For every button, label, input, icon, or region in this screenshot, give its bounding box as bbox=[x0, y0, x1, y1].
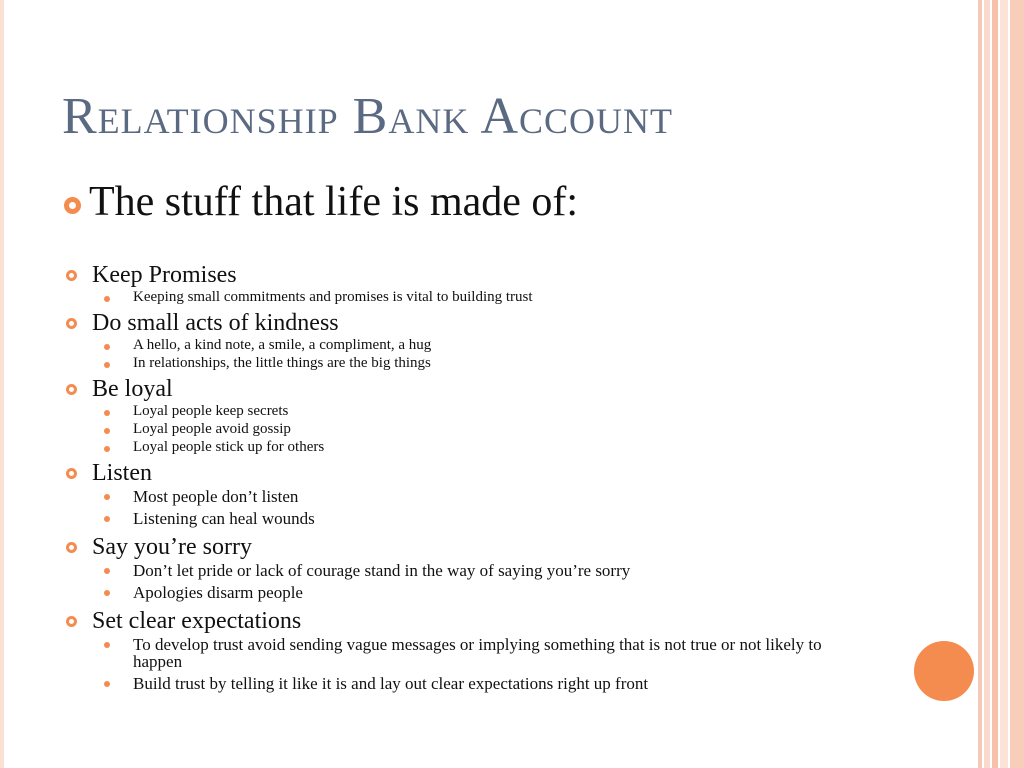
list-item-text: Don’t let pride or lack of courage stand in the way of saying you’re sorry bbox=[133, 561, 631, 580]
section-heading-text: Be loyal bbox=[92, 375, 173, 402]
dot-bullet-icon bbox=[104, 446, 110, 452]
list-item-text: To develop trust avoid sending vague messages or implying something that is not true or not likely to happen bbox=[133, 635, 822, 671]
dot-bullet-icon bbox=[104, 516, 110, 522]
list-item bbox=[104, 338, 944, 353]
dot-bullet-icon bbox=[104, 296, 110, 302]
list-item bbox=[104, 675, 944, 692]
section-heading bbox=[64, 308, 944, 338]
section-heading-text: Keep Promises bbox=[92, 261, 237, 288]
right-stripe bbox=[984, 0, 990, 768]
bullet-list bbox=[64, 260, 944, 697]
list-item bbox=[104, 422, 944, 437]
dot-bullet-icon bbox=[104, 362, 110, 368]
left-decorative-rule bbox=[0, 0, 4, 768]
dot-bullet-icon bbox=[104, 681, 110, 687]
list-item bbox=[104, 290, 944, 305]
dot-bullet-icon bbox=[104, 428, 110, 434]
ring-bullet-icon bbox=[66, 616, 77, 627]
list-item-text: Loyal people stick up for others bbox=[133, 439, 325, 455]
list-item-text: Listening can heal wounds bbox=[133, 509, 315, 528]
ring-bullet-icon bbox=[66, 384, 77, 395]
section-heading bbox=[64, 532, 944, 562]
right-stripe bbox=[978, 0, 982, 768]
list-item-text: In relationships, the little things are the big things bbox=[133, 355, 431, 371]
ring-bullet-icon bbox=[66, 270, 77, 281]
section-heading-text: Do small acts of kindness bbox=[92, 309, 339, 336]
list-item-text: Most people don’t listen bbox=[133, 487, 299, 506]
ring-bullet-icon bbox=[66, 542, 77, 553]
right-stripe bbox=[1000, 0, 1008, 768]
list-item bbox=[104, 404, 944, 419]
ring-bullet-icon bbox=[64, 197, 81, 214]
section-heading bbox=[64, 374, 944, 404]
section-heading bbox=[64, 458, 944, 488]
ring-bullet-icon bbox=[66, 318, 77, 329]
dot-bullet-icon bbox=[104, 344, 110, 350]
list-item bbox=[104, 636, 944, 670]
section-heading-text: Listen bbox=[92, 459, 152, 486]
list-item-text: Build trust by telling it like it is and lay out clear expectations right up front bbox=[133, 674, 649, 693]
list-item-text: Apologies disarm people bbox=[133, 583, 303, 602]
ring-bullet-icon bbox=[66, 468, 77, 479]
dot-bullet-icon bbox=[104, 568, 110, 574]
list-item-text: Loyal people avoid gossip bbox=[133, 421, 291, 437]
list-item bbox=[104, 584, 944, 601]
list-item-text: A hello, a kind note, a smile, a compliment, a hug bbox=[133, 337, 432, 353]
slide-subtitle: The stuff that life is made of: bbox=[89, 179, 579, 225]
list-item bbox=[104, 488, 944, 505]
right-stripe bbox=[1010, 0, 1024, 768]
list-item-text: Loyal people keep secrets bbox=[133, 403, 289, 419]
dot-bullet-icon bbox=[104, 410, 110, 416]
list-item bbox=[104, 562, 944, 579]
list-item bbox=[104, 440, 944, 455]
section-heading bbox=[64, 606, 944, 636]
slide-title: Relationship Bank Account bbox=[62, 88, 674, 145]
list-item-text: Keeping small commitments and promises is vital to building trust bbox=[133, 289, 533, 305]
dot-bullet-icon bbox=[104, 494, 110, 500]
subtitle-row bbox=[64, 172, 578, 232]
dot-bullet-icon bbox=[104, 642, 110, 648]
section-heading-text: Say you’re sorry bbox=[92, 533, 252, 560]
section-heading bbox=[64, 260, 944, 290]
section-heading-text: Set clear expectations bbox=[92, 607, 302, 634]
list-item bbox=[104, 356, 944, 371]
right-stripe bbox=[992, 0, 998, 768]
list-item bbox=[104, 510, 944, 527]
dot-bullet-icon bbox=[104, 590, 110, 596]
